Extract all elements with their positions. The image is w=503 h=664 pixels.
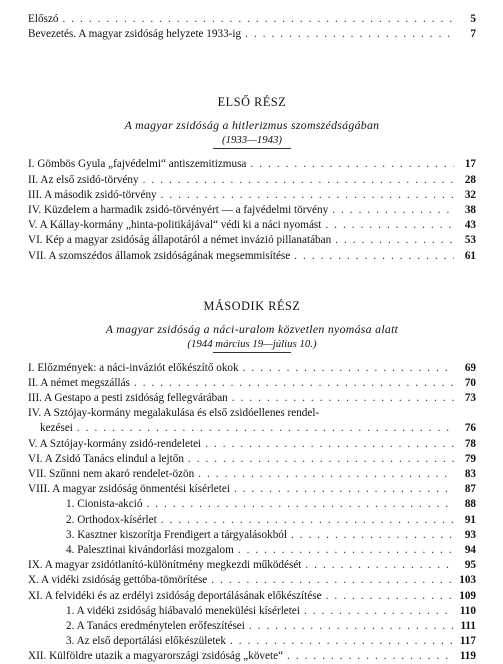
dot-leader: [77, 421, 454, 436]
toc-subentry: [28, 497, 476, 512]
entry-page: 109: [459, 589, 476, 602]
entry-page: 69: [464, 361, 476, 374]
entry-page: 76: [464, 422, 476, 435]
toc-subentry: [28, 634, 476, 649]
entry-title: II. A német megszállás: [28, 376, 130, 389]
entry-title: III. A Gestapo a pesti zsidóság fellegvárában: [28, 392, 228, 405]
front-matter: [28, 12, 476, 42]
entry-page: 70: [464, 376, 476, 389]
entry-page: 94: [464, 543, 476, 556]
entry-title: IV. Küzdelem a harmadik zsidó-törvényért — a fajvédelmi törvény: [28, 203, 329, 216]
entry-title: 3. Az első deportálási előkészületek: [66, 635, 226, 648]
entry-title: IV. A Sztójay-kormány megalakulása és első zsidóellenes rendel-: [28, 407, 320, 420]
toc-entry: [28, 558, 476, 573]
part-dates: (1933—1943): [222, 134, 282, 147]
entry-title: XII. Külföldre utazik a magyarországi zsidóság „követe“: [28, 650, 284, 663]
dot-leader: [161, 188, 454, 203]
entry-page: 53: [464, 234, 476, 247]
part-heading: MÁSODIK RÉSZ: [203, 298, 301, 313]
entry-title: VIII. A magyar zsidóság önmentési kísérletei: [28, 483, 230, 496]
entry-title: V. A Kállay-kormány „hinta-politikájával“ védi ki a náci nyomást: [28, 219, 322, 232]
toc-entry: [28, 12, 476, 27]
dot-leader: [230, 634, 454, 649]
entry-page: 73: [464, 392, 476, 405]
entry-page: 111: [460, 619, 476, 632]
toc-entry: [28, 406, 476, 421]
dot-leader: [188, 452, 454, 467]
entry-title: I. Gömbös Gyula „fajvédelmi“ antiszemitizmusa: [28, 158, 247, 171]
toc-entry: [28, 589, 476, 604]
toc-entry: [28, 452, 476, 467]
toc-entry: [28, 573, 476, 588]
dot-leader: [245, 27, 454, 42]
entry-page: 91: [464, 513, 476, 526]
dot-leader: [294, 249, 454, 264]
entry-page: 7: [470, 28, 476, 41]
toc-entry: [28, 482, 476, 497]
entry-title: II. Az első zsidó-törvény: [28, 173, 139, 186]
entry-title: 4. Palesztinai kivándorlási mozgalom: [66, 543, 234, 556]
entry-page: 28: [464, 173, 476, 186]
entry-title: kezései: [40, 422, 73, 435]
dot-leader: [325, 218, 454, 233]
dot-leader: [234, 482, 454, 497]
entry-title: VI. A Zsidó Tanács elindul a lejtőn: [28, 452, 184, 465]
entry-title: VII. A szomszédos államok zsidóságának megsemmisítése: [28, 249, 291, 262]
part-one: [28, 94, 476, 263]
dot-leader: [198, 467, 454, 482]
toc-entry: [28, 376, 476, 391]
toc-entry: [28, 421, 476, 436]
entry-page: 17: [464, 158, 476, 171]
toc-entry: [28, 188, 476, 203]
entry-page: 78: [464, 437, 476, 450]
entry-page: 32: [464, 188, 476, 201]
entry-title: X. A vidéki zsidóság gettóba-tömörítése: [28, 574, 208, 587]
part-two: [28, 298, 476, 664]
toc-subentry: [28, 619, 476, 634]
entry-title: XI. A felvidéki és az erdélyi zsidóság deportálásának előkészítése: [28, 589, 322, 602]
dot-leader: [205, 437, 454, 452]
toc-subentry: [28, 543, 476, 558]
entry-title: IX. A magyar zsidótlanító-különítmény megkezdi működését: [28, 559, 302, 572]
entry-title: VI. Kép a magyar zsidóság állapotáról a német invázió pillanatában: [28, 234, 332, 247]
entry-title: V. A Sztójay-kormány zsidó-rendeletei: [28, 437, 202, 450]
entry-page: 43: [464, 219, 476, 232]
entry-page: 119: [459, 650, 476, 663]
dot-leader: [243, 361, 454, 376]
table-of-contents: [28, 12, 476, 664]
entry-title: Előszó: [28, 13, 59, 25]
entry-page: 103: [459, 574, 476, 587]
entry-page: 110: [459, 604, 476, 617]
toc-subentry: [28, 528, 476, 543]
entry-title: VII. Szűnni nem akaró rendelet-özön: [28, 468, 195, 480]
toc-entry: [28, 233, 476, 248]
entry-page: 5: [470, 13, 476, 25]
entry-page: 117: [459, 635, 476, 648]
entry-title: 1. A vidéki zsidóság hiábavaló menekülési kísérletei: [66, 604, 300, 617]
toc-entry: [28, 391, 476, 406]
part-subtitle: A magyar zsidóság a náci-uralom közvetlen nyomása alatt: [105, 321, 399, 336]
toc-entry: [28, 467, 476, 482]
entry-page: 93: [464, 528, 476, 541]
toc-entry: [28, 218, 476, 233]
entry-title: I. Előzmények: a náci-inváziót előkészítő okok: [28, 361, 239, 374]
toc-entry: [28, 157, 476, 172]
toc-entry: [28, 27, 476, 42]
dot-leader: [287, 649, 454, 664]
entry-title: 1. Cionista-akció: [66, 498, 143, 511]
entry-title: 2. A Tanács eredménytelen erőfeszítései: [66, 619, 245, 632]
dot-leader: [305, 558, 454, 573]
dot-leader: [211, 573, 454, 588]
dot-leader: [238, 543, 454, 558]
part-subtitle: A magyar zsidóság a hitlerizmus szomszédságában: [124, 118, 380, 133]
entry-title: III. A második zsidó-törvény: [28, 188, 157, 201]
toc-subentry: [28, 604, 476, 619]
part-one-entries: [28, 157, 476, 263]
part-dates: (1944 március 19—július 10.): [187, 337, 317, 350]
part-two-entries: [28, 361, 476, 664]
entry-page: 38: [464, 203, 476, 216]
entry-page: 88: [464, 498, 476, 511]
dot-leader: [161, 513, 454, 528]
toc-entry: [28, 173, 476, 188]
entry-title: 3. Kasztner kiszorítja Frendigert a tárgyalásokból: [66, 528, 287, 541]
dot-leader: [62, 12, 454, 27]
toc-subentry: [28, 513, 476, 528]
dot-leader: [291, 528, 454, 543]
dot-leader: [335, 233, 454, 248]
entry-page: 61: [464, 249, 476, 262]
entry-page: 79: [464, 452, 476, 465]
part-heading: ELSŐ RÉSZ: [217, 95, 287, 110]
dot-leader: [332, 203, 454, 218]
dot-leader: [134, 376, 454, 391]
toc-entry: [28, 437, 476, 452]
entry-page: 95: [464, 559, 476, 572]
entry-title: Bevezetés. A magyar zsidóság helyzete 1933-ig: [28, 28, 242, 41]
toc-entry: [28, 361, 476, 376]
dot-leader: [143, 173, 454, 188]
toc-entry: [28, 249, 476, 264]
entry-title: 2. Orthodox-kísérlet: [66, 513, 157, 526]
dot-leader: [304, 604, 454, 619]
dot-leader: [250, 157, 454, 172]
entry-page: 87: [464, 483, 476, 496]
entry-page: 83: [464, 468, 476, 480]
dot-leader: [249, 619, 454, 634]
toc-entry: [28, 203, 476, 218]
dot-leader: [232, 391, 454, 406]
toc-entry: [28, 649, 476, 664]
dot-leader: [146, 497, 454, 512]
dot-leader: [326, 589, 454, 604]
